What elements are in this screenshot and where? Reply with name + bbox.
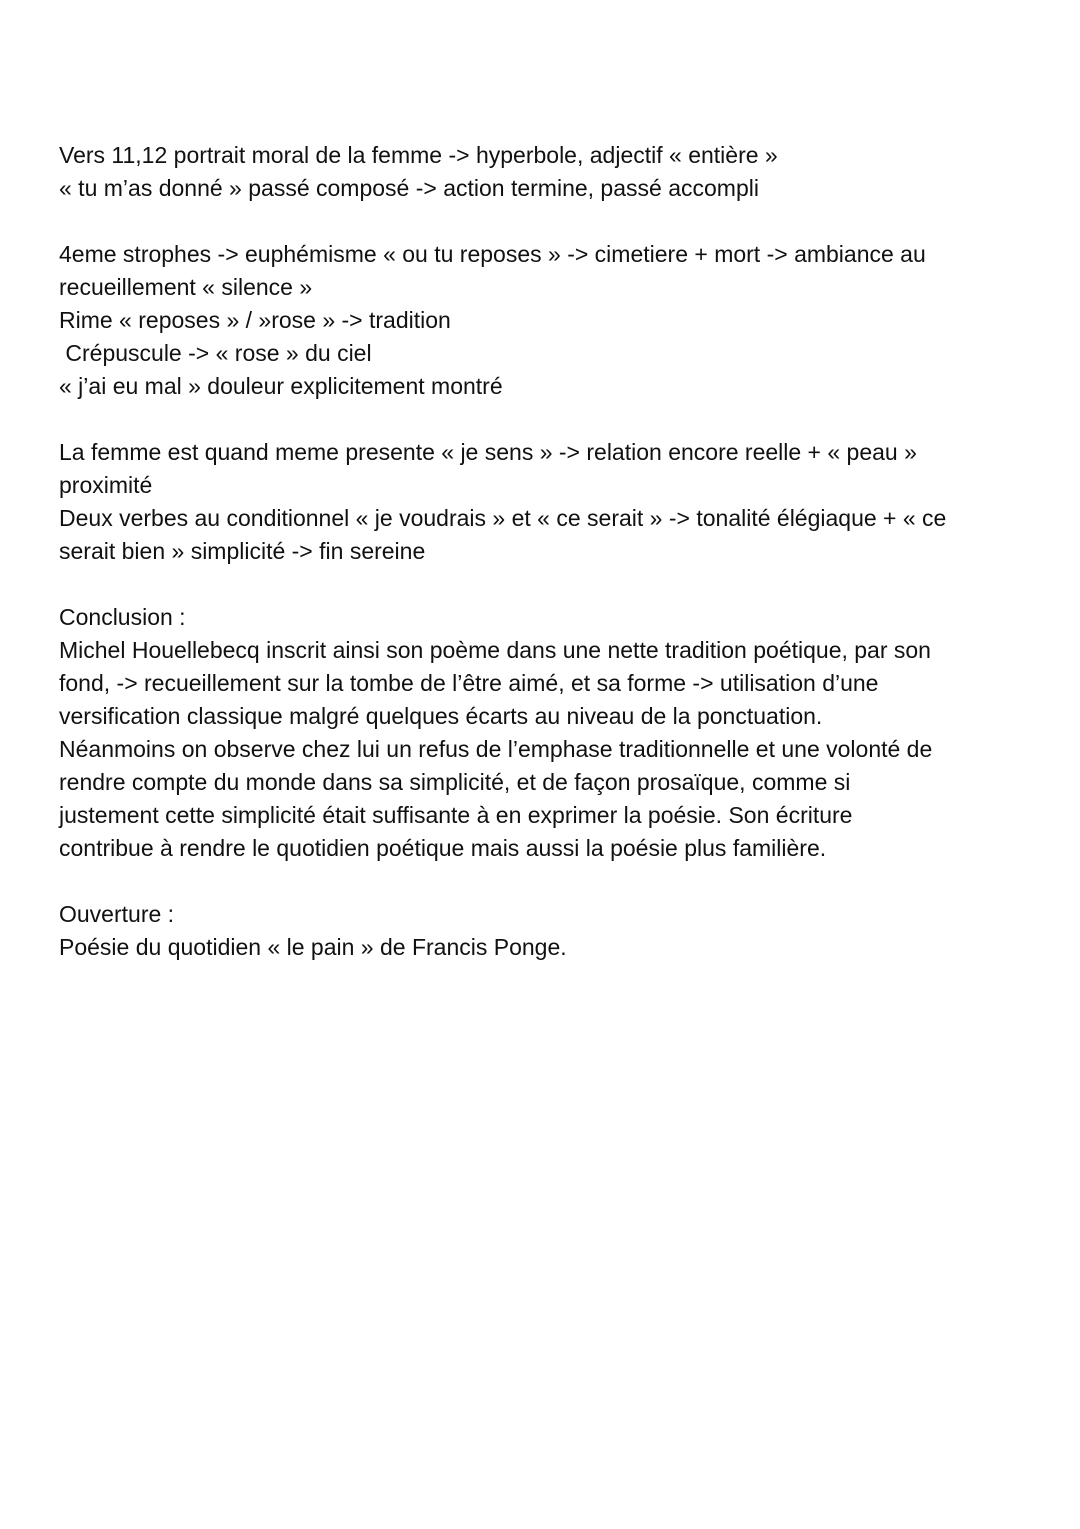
text-line: recueillement « silence » (59, 274, 313, 300)
section-heading: Conclusion : (59, 604, 186, 630)
text-line: 4eme strophes -> euphémisme « ou tu reposes » -> cimetiere + mort -> ambiance au (59, 241, 926, 267)
text-line: versification classique malgré quelques écarts au niveau de la ponctuation. (59, 703, 823, 729)
text-line: « tu m’as donné » passé composé -> action termine, passé accompli (59, 175, 759, 201)
paragraph-femme-presente (59, 436, 1019, 568)
paragraph-conclusion (59, 601, 1019, 865)
text-line: rendre compte du monde dans sa simplicité, et de façon prosaïque, comme si (59, 769, 851, 795)
section-heading: Ouverture : (59, 901, 175, 927)
text-line: Crépuscule -> « rose » du ciel (59, 340, 372, 366)
text-line: « j’ai eu mal » douleur explicitement montré (59, 373, 503, 399)
paragraph-gap (59, 403, 1019, 436)
text-line: fond, -> recueillement sur la tombe de l’être aimé, et sa forme -> utilisation d’une (59, 670, 879, 696)
document-body (59, 139, 1019, 964)
text-line: Néanmoins on observe chez lui un refus de l’emphase traditionnelle et une volonté de (59, 736, 933, 762)
text-line: Michel Houellebecq inscrit ainsi son poème dans une nette tradition poétique, par son (59, 637, 931, 663)
paragraph-ouverture (59, 898, 1019, 964)
paragraph-portrait-moral (59, 139, 1019, 205)
paragraph-gap (59, 865, 1019, 898)
paragraph-gap (59, 568, 1019, 601)
paragraph-gap (59, 205, 1019, 238)
paragraph-4eme-strophe (59, 238, 1019, 403)
text-line: justement cette simplicité était suffisante à en exprimer la poésie. Son écriture (59, 802, 853, 828)
text-line: Vers 11,12 portrait moral de la femme -> hyperbole, adjectif « entière » (59, 142, 778, 168)
text-line: serait bien » simplicité -> fin sereine (59, 538, 426, 564)
text-line: Rime « reposes » / »rose » -> tradition (59, 307, 451, 333)
text-line: proximité (59, 472, 153, 498)
text-line: Poésie du quotidien « le pain » de Francis Ponge. (59, 934, 567, 960)
text-line: Deux verbes au conditionnel « je voudrais » et « ce serait » -> tonalité élégiaque + « ce (59, 505, 947, 531)
text-line: La femme est quand meme presente « je sens » -> relation encore reelle + « peau » (59, 439, 917, 465)
text-line: contribue à rendre le quotidien poétique mais aussi la poésie plus familière. (59, 835, 827, 861)
